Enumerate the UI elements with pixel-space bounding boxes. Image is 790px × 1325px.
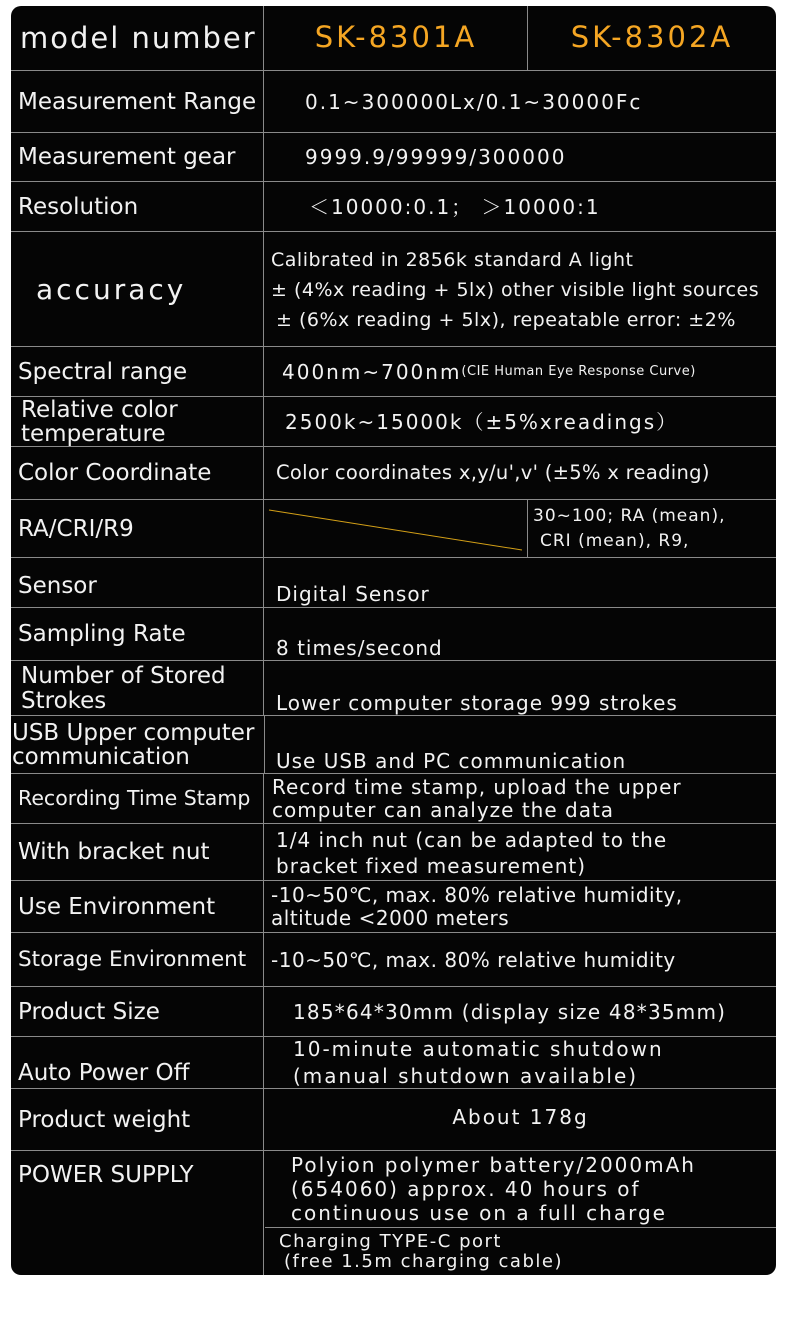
row-value bbox=[265, 232, 776, 347]
row-value: 2500k~15000k（±5%xreadings） bbox=[285, 409, 679, 434]
color-temperature-row bbox=[11, 396, 776, 447]
row-value: 1/4 inch nut (can be adapted to the bracket fixed measurement) bbox=[276, 827, 668, 878]
row-label: Sampling Rate bbox=[11, 608, 264, 661]
header-label: model number bbox=[11, 6, 264, 70]
product-weight-row bbox=[11, 1088, 776, 1151]
row-label: USB Upper computer communication bbox=[11, 716, 265, 774]
row-label: Storage Environment bbox=[11, 933, 264, 987]
spectral-note: (CIE Human Eye Response Curve) bbox=[461, 363, 696, 379]
accuracy-line-1: Calibrated in 2856k standard A light bbox=[271, 248, 634, 271]
row-value: 0.1~300000Lx/0.1~30000Fc bbox=[305, 89, 643, 114]
row-label: accuracy bbox=[11, 232, 264, 347]
sampling-rate-row bbox=[11, 607, 776, 661]
row-label: Recording Time Stamp bbox=[11, 774, 264, 824]
row-value: 8 times/second bbox=[276, 636, 443, 660]
row-value: 10-minute automatic shutdown (manual shutdown available) bbox=[293, 1037, 664, 1088]
power-supply-row bbox=[11, 1150, 776, 1275]
row-label: Sensor bbox=[11, 558, 264, 608]
spectral-range-row bbox=[11, 346, 776, 397]
cri-empty-cell bbox=[265, 500, 528, 558]
sensor-row bbox=[11, 557, 776, 608]
row-value: 185*64*30mm (display size 48*35mm) bbox=[293, 999, 727, 1024]
bracket-nut-row bbox=[11, 823, 776, 881]
resolution-row bbox=[11, 181, 776, 232]
row-value: 400nm~700nm (CIE Human Eye Response Curve) bbox=[282, 359, 696, 384]
row-label: Product weight bbox=[11, 1089, 264, 1151]
row-label: POWER SUPPLY bbox=[11, 1151, 264, 1275]
row-label: RA/CRI/R9 bbox=[11, 500, 264, 558]
row-label: Product Size bbox=[11, 987, 264, 1037]
diagonal-slash bbox=[265, 500, 527, 557]
row-value: -10~50℃, max. 80% relative humidity, altitude <2000 meters bbox=[271, 883, 683, 930]
usb-communication-row bbox=[11, 715, 776, 774]
model-a-header: SK-8301A bbox=[265, 6, 528, 70]
use-environment-row bbox=[11, 880, 776, 933]
row-value: Digital Sensor bbox=[276, 582, 430, 606]
measurement-gear-row bbox=[11, 132, 776, 182]
row-value: Use USB and PC communication bbox=[276, 749, 627, 773]
accuracy-row bbox=[11, 231, 776, 347]
row-label: Relative color temperature bbox=[11, 397, 264, 447]
row-value: -10~50℃, max. 80% relative humidity bbox=[271, 947, 676, 972]
color-coordinate-row bbox=[11, 446, 776, 500]
row-label: Auto Power Off bbox=[11, 1037, 264, 1089]
time-stamp-row bbox=[11, 773, 776, 824]
row-label: Measurement Range bbox=[11, 71, 264, 133]
row-value: About 178g bbox=[452, 1104, 589, 1129]
accuracy-line-3: ± (6%x reading + 5lx), repeatable error: ±2% bbox=[276, 308, 736, 331]
auto-power-off-row bbox=[11, 1036, 776, 1089]
row-label: Resolution bbox=[11, 182, 264, 232]
battery-cell: Polyion polymer battery/2000mAh (654060) approx. 40 hours of continuous use on a full charge bbox=[265, 1151, 776, 1228]
product-size-row bbox=[11, 986, 776, 1037]
stored-strokes-row bbox=[11, 660, 776, 716]
charging-cell: Charging TYPE-C port (free 1.5m charging cable) bbox=[279, 1231, 563, 1272]
row-label: Number of Stored Strokes bbox=[11, 661, 264, 716]
row-label: Spectral range bbox=[11, 347, 264, 397]
spec-table bbox=[11, 6, 776, 1275]
row-label: Measurement gear bbox=[11, 133, 264, 182]
row-value: 30~100; RA (mean), CRI (mean), R9, bbox=[533, 506, 726, 551]
storage-environment-row bbox=[11, 932, 776, 987]
row-label: With bracket nut bbox=[11, 824, 264, 881]
row-value: 9999.9/99999/300000 bbox=[305, 145, 567, 169]
header-row bbox=[11, 6, 776, 70]
measurement-range-row bbox=[11, 70, 776, 133]
row-value: ＜10000:0.1； ＞10000:1 bbox=[309, 194, 601, 219]
row-value: Color coordinates x,y/u',v' (±5% x reading) bbox=[276, 461, 710, 485]
row-value: Record time stamp, upload the upper computer can analyze the data bbox=[272, 775, 682, 822]
ra-cri-r9-row bbox=[11, 499, 776, 558]
accuracy-line-2: ± (4%x reading + 5lx) other visible light sources bbox=[271, 278, 760, 301]
row-value: Lower computer storage 999 strokes bbox=[276, 691, 678, 715]
row-label: Color Coordinate bbox=[11, 447, 264, 500]
model-b-header: SK-8302A bbox=[570, 20, 734, 55]
row-label: Use Environment bbox=[11, 881, 264, 933]
